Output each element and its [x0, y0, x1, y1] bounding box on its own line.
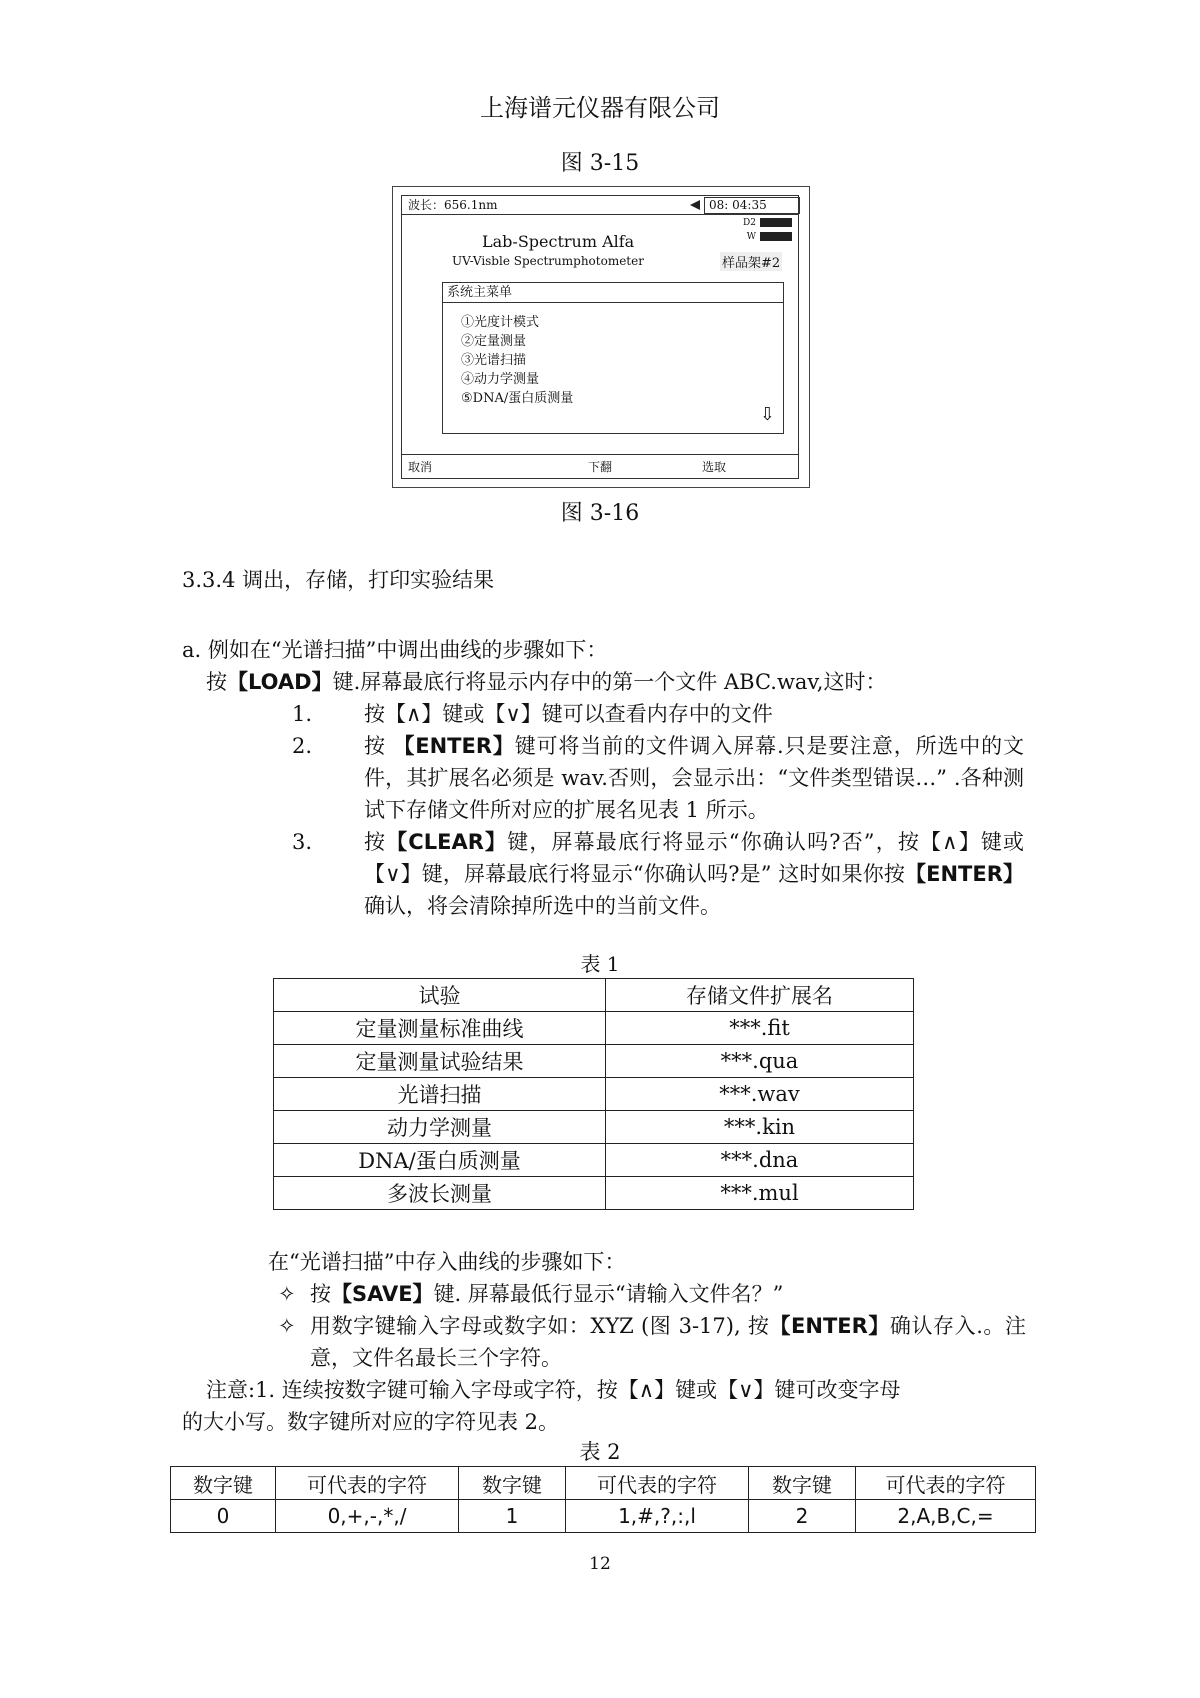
wavelength-readout: 波长：656.1nm — [408, 198, 498, 212]
step-text — [364, 730, 1024, 826]
key-enter: 【ENTER】 — [769, 1314, 890, 1338]
key-clear: 【CLEAR】 — [386, 830, 508, 854]
table-cell: ***.mul — [606, 1177, 914, 1210]
table-cell: ***.qua — [606, 1045, 914, 1078]
table2 — [170, 1466, 1036, 1533]
softkey-cancel[interactable]: 取消 — [408, 460, 433, 474]
table-row — [274, 979, 914, 1012]
para-a-line1: a. 例如在“光谱扫描”中调出曲线的步骤如下： — [182, 638, 608, 662]
text-run: 确认存入.。注意，文件名最长三个字符。 — [310, 1314, 1026, 1370]
table-cell: 动力学测量 — [274, 1111, 606, 1144]
speaker-icon — [690, 200, 700, 210]
step-number: 2. — [292, 734, 313, 758]
table-cell: ***.fit — [606, 1012, 914, 1045]
menu-item[interactable]: ④动力学测量 — [461, 372, 540, 387]
softkey-bar — [402, 454, 798, 479]
table-header-cell: 数字键 — [171, 1467, 276, 1500]
save-bullet-1 — [310, 1278, 783, 1310]
table-cell: ***.dna — [606, 1144, 914, 1177]
section-heading: 3.3.4 调出，存储，打印实验结果 — [182, 568, 495, 592]
table-row — [274, 1177, 914, 1210]
page-header: 上海谱元仪器有限公司 — [480, 94, 720, 122]
table-row — [171, 1500, 1036, 1533]
table-cell: 2 — [749, 1500, 856, 1533]
clock-display: 08: 04:35 — [704, 197, 800, 214]
text-run: 键.屏幕最底行将显示内存中的第一个文件 ABC.wav,这时： — [332, 670, 887, 694]
text-run: 键，屏幕最底行将显示“你确认吗?否”，按【∧】键或【∨】键，屏幕最底行将显示“你确认吗?是” 这时如果你按 — [364, 830, 1024, 886]
menu-title: 系统主菜单 — [443, 283, 783, 303]
figure-caption-3-15: 图 3-15 — [560, 151, 640, 176]
sample-holder-label: 样品架#2 — [720, 252, 782, 271]
table-cell: ***.wav — [606, 1078, 914, 1111]
table-row — [274, 1078, 914, 1111]
menu-list — [461, 313, 573, 408]
table1-caption: 表 1 — [580, 952, 620, 976]
table-cell: 多波长测量 — [274, 1177, 606, 1210]
table-cell: 光谱扫描 — [274, 1078, 606, 1111]
text-run: 按 — [310, 1282, 331, 1306]
text-run: 用数字键输入字母或数字如：XYZ (图 3-17), 按 — [310, 1314, 770, 1338]
model-description: UV-Visble Spectrumphotometer — [452, 254, 644, 268]
text-run: 按 — [364, 734, 394, 758]
lamp-w-indicator — [747, 232, 792, 242]
menu-item[interactable]: ①光度计模式 — [461, 315, 540, 330]
save-bullet-2 — [310, 1310, 1026, 1374]
step-number: 1. — [292, 702, 313, 726]
menu-item[interactable]: ③光谱扫描 — [461, 353, 527, 368]
text-run: 按 — [364, 830, 387, 854]
text-run: 键可将当前的文件调入屏幕.只是要注意，所选中的文件，其扩展名必须是 wav.否则，会显示出：“文件类型错误…” .各种测试下存储文件所对应的扩展名见表 1 所示。 — [364, 734, 1024, 822]
note-line2: 的大小写。数字键所对应的字符见表 2。 — [182, 1410, 560, 1434]
system-main-menu — [442, 282, 784, 434]
note-line1: 注意:1. 连续按数字键可输入字母或字符，按【∧】键或【∨】键可改变字母 — [206, 1378, 901, 1402]
table-row — [171, 1467, 1036, 1500]
text-run: 键. 屏幕最低行显示“请输入文件名？” — [433, 1282, 784, 1306]
table-header-cell: 数字键 — [749, 1467, 856, 1500]
table-row — [274, 1144, 914, 1177]
table2-caption: 表 2 — [579, 1440, 621, 1464]
lamp-w-bar — [760, 232, 792, 241]
model-name: Lab-Spectrum Alfa — [482, 232, 635, 251]
table-header-cell: 可代表的字符 — [856, 1467, 1036, 1500]
table-header-cell: 存储文件扩展名 — [606, 979, 914, 1012]
table-header-cell: 试验 — [274, 979, 606, 1012]
lamp-d2-indicator — [743, 218, 792, 228]
table-cell: 定量测量试验结果 — [274, 1045, 606, 1078]
scroll-down-arrow-icon: ⇩ — [759, 404, 775, 425]
key-load: 【LOAD】 — [227, 670, 333, 694]
step-number: 3. — [292, 830, 313, 854]
para-a-line2 — [206, 666, 886, 698]
device-screen — [401, 195, 799, 479]
table-header-cell: 数字键 — [459, 1467, 566, 1500]
table-cell: DNA/蛋白质测量 — [274, 1144, 606, 1177]
key-enter: 【ENTER】 — [905, 862, 1024, 886]
step-text — [364, 826, 1024, 922]
lamp-d2-label: D2 — [743, 218, 756, 228]
table-cell: 2,A,B,C,= — [856, 1500, 1036, 1533]
softkey-page-down[interactable]: 下翻 — [588, 460, 613, 474]
device-screenshot — [392, 186, 810, 488]
menu-item[interactable]: ②定量测量 — [461, 334, 527, 349]
bullet-icon: ✧ — [278, 1314, 296, 1338]
figure-caption-3-16: 图 3-16 — [560, 501, 640, 526]
table-cell: 0 — [171, 1500, 276, 1533]
table-row — [274, 1111, 914, 1144]
status-bar — [402, 196, 798, 215]
key-save: 【SAVE】 — [331, 1282, 434, 1306]
key-enter: 【ENTER】 — [393, 734, 515, 758]
table-cell: 0,+,-,*,/ — [276, 1500, 459, 1533]
menu-item[interactable]: ⑤DNA/蛋白质测量 — [461, 391, 574, 406]
table-row — [274, 1045, 914, 1078]
table-cell: 1,#,?,:,l — [566, 1500, 749, 1533]
table-header-cell: 可代表的字符 — [276, 1467, 459, 1500]
text-run: 按 — [206, 670, 227, 694]
page-number: 12 — [589, 1554, 611, 1574]
table-row — [274, 1012, 914, 1045]
softkey-select[interactable]: 选取 — [702, 460, 727, 474]
table1 — [273, 978, 914, 1210]
bullet-icon: ✧ — [278, 1282, 296, 1306]
table-cell: 1 — [459, 1500, 566, 1533]
text-run: 确认，将会清除掉所选中的当前文件。 — [364, 894, 721, 918]
step-text: 按【∧】键或【∨】键可以查看内存中的文件 — [364, 702, 773, 726]
save-intro: 在“光谱扫描”中存入曲线的步骤如下： — [268, 1250, 626, 1274]
lamp-w-label: W — [746, 232, 756, 242]
table-cell: ***.kin — [606, 1111, 914, 1144]
table-cell: 定量测量标准曲线 — [274, 1012, 606, 1045]
lamp-d2-bar — [760, 218, 792, 227]
table-header-cell: 可代表的字符 — [566, 1467, 749, 1500]
